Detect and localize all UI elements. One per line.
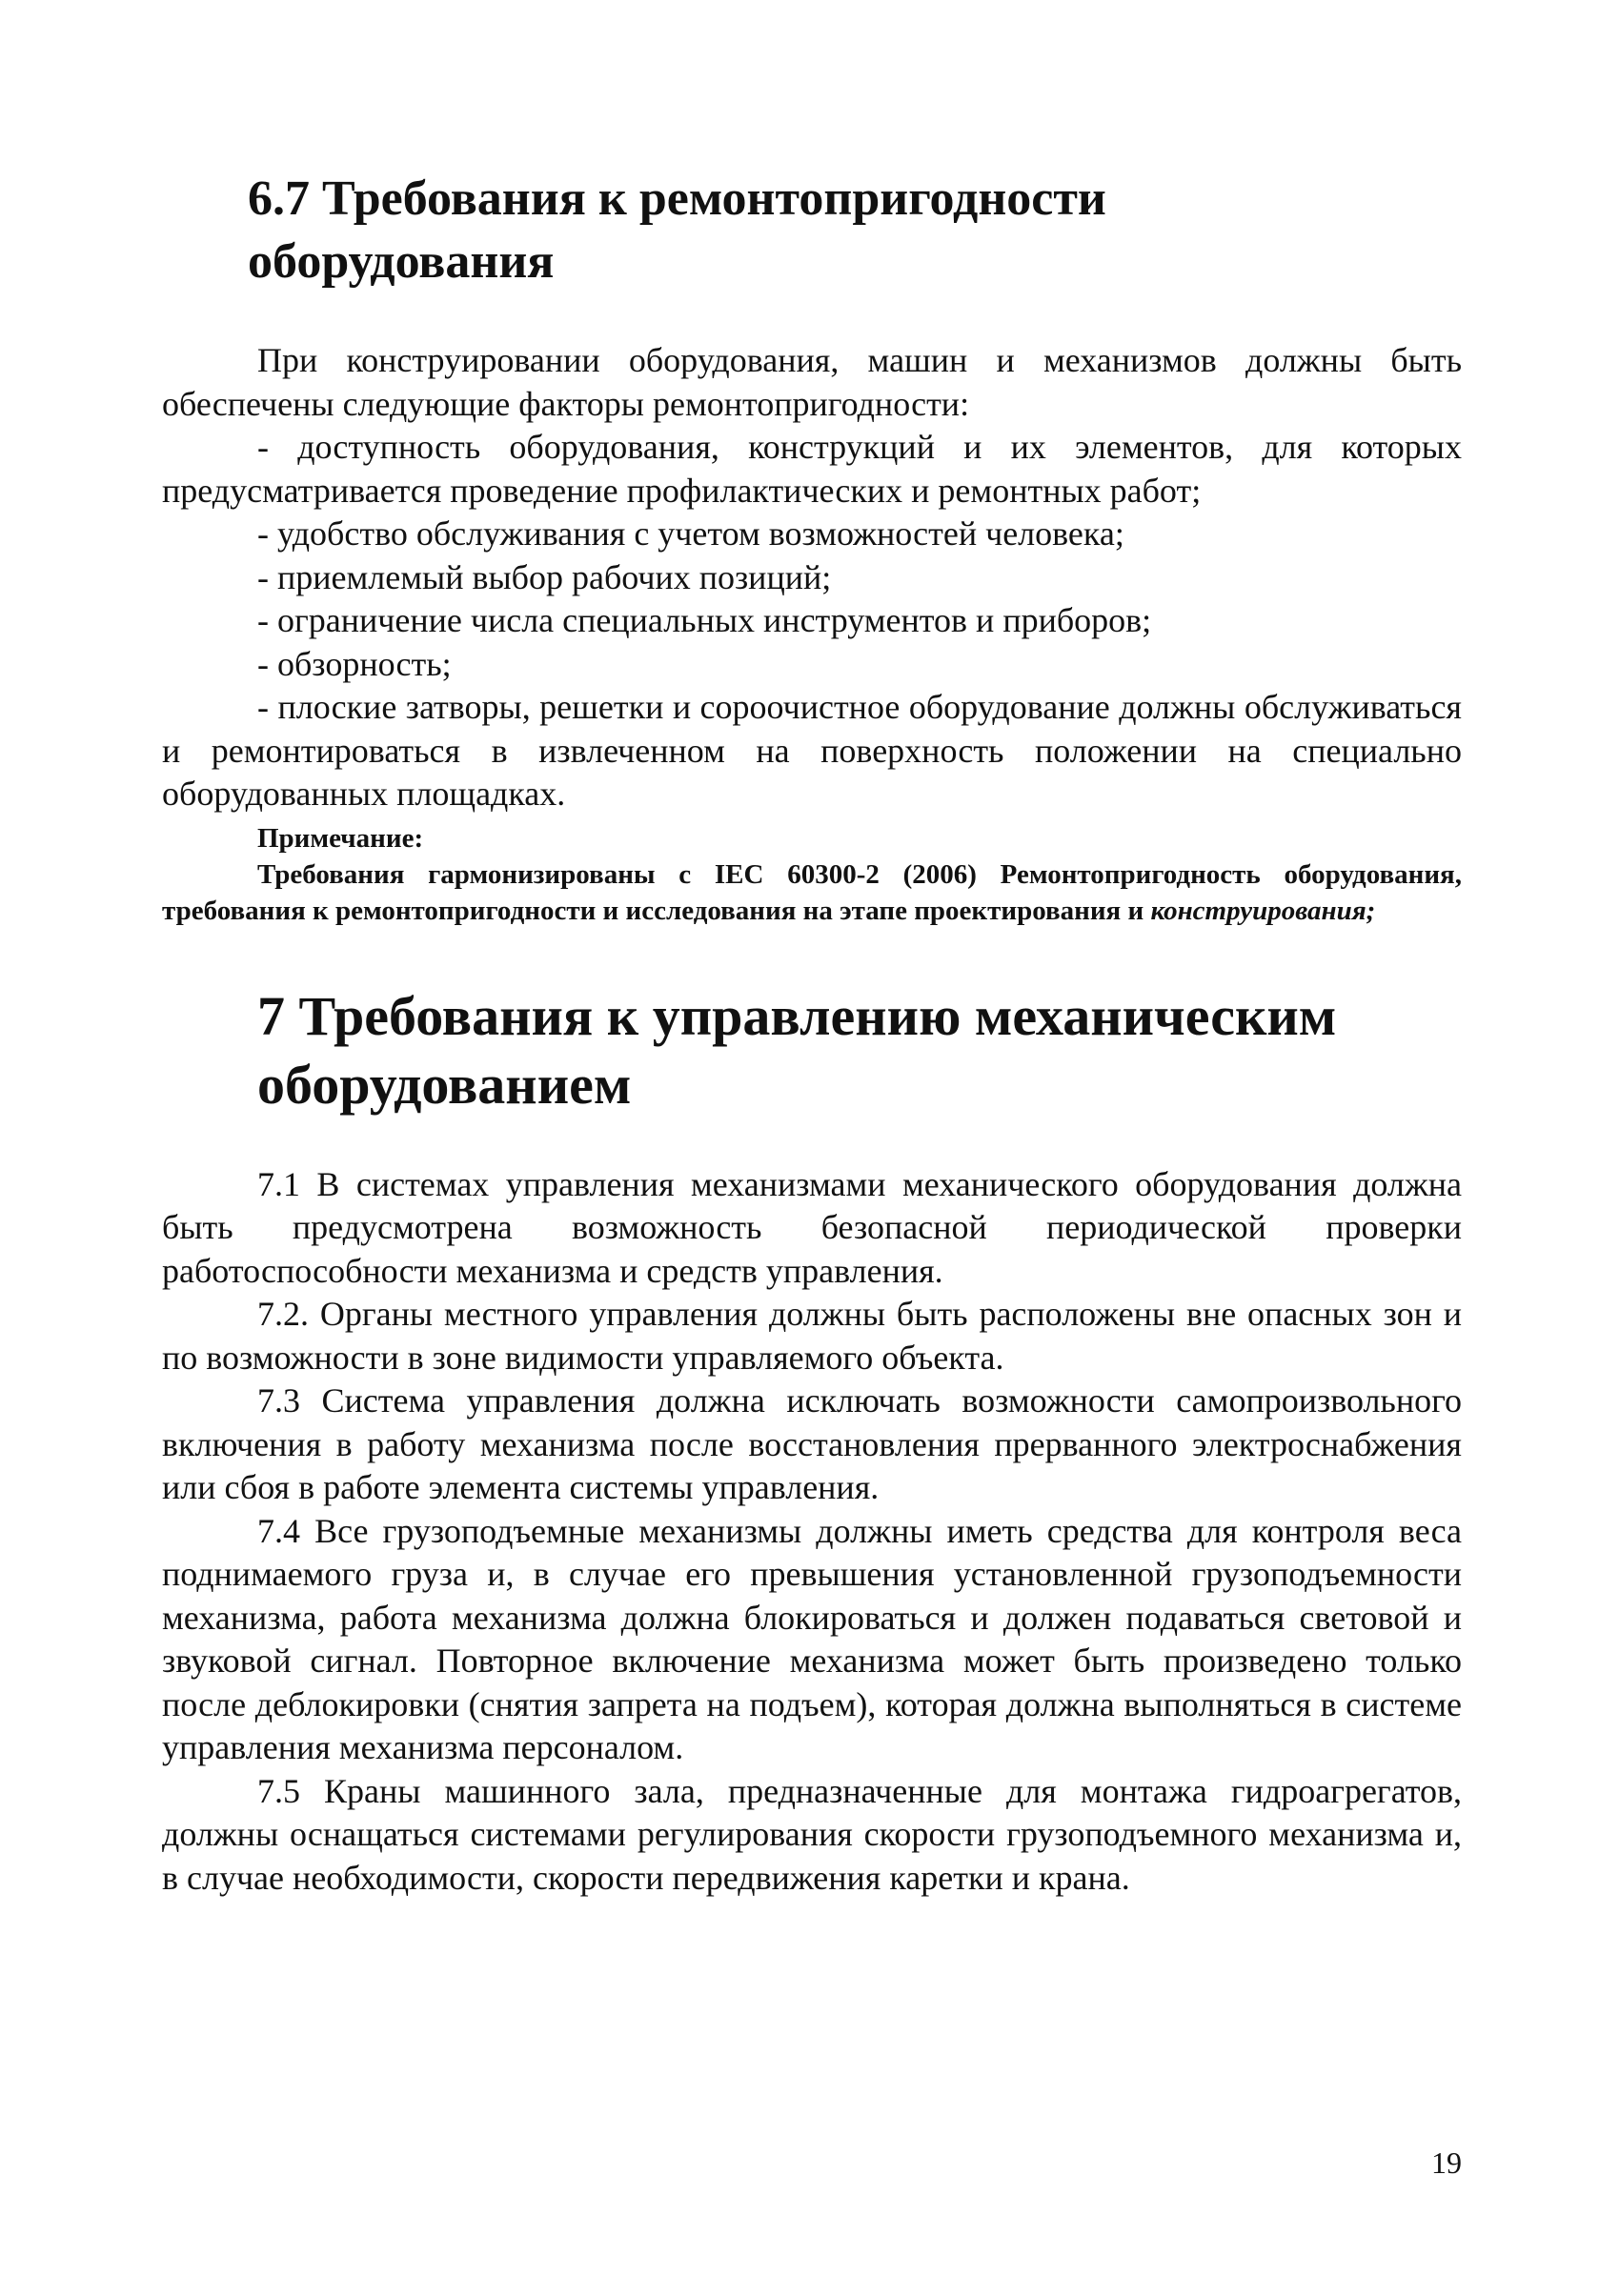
paragraph-7-3: 7.3 Система управления должна исключать возможности самопроизвольного включения в работу механизма после восстановления прерванного электроснабжения или сбоя в работе элемента системы управления. — [162, 1381, 1462, 1506]
list-item: - ограничение числа специальных инструментов и приборов; — [257, 601, 1152, 639]
list-item: - доступность оборудования, конструкций и их элементов, для которых предусматривается проведение профилактических и ремонтных работ; — [162, 428, 1462, 510]
list-item: - приемлемый выбор рабочих позиций; — [257, 557, 832, 596]
note-text-italic: конструирования; — [1150, 895, 1376, 926]
page-content — [162, 168, 1462, 1900]
note-text-main: Требования гармонизированы с IEC 60300-2 (2006) Ремонтопригодность оборудования, требования к ремонтопригодности и исследования на этапе проектирования и — [162, 858, 1462, 926]
paragraph-7-1: 7.1 В системах управления механизмами механического оборудования должна быть предусмотрена возможность безопасной периодической проверки работоспособности механизма и средств управления. — [162, 1164, 1462, 1290]
section-6-7-intro: При конструировании оборудования, машин и механизмов должны быть обеспечены следующие факторы ремонтопригодности: — [162, 341, 1462, 423]
list-item: - удобство обслуживания с учетом возможностей человека; — [257, 514, 1124, 553]
note-label: Примечание: — [257, 822, 424, 854]
paragraph-7-4: 7.4 Все грузоподъемные механизмы должны иметь средства для контроля веса поднимаемого груза и, в случае его превышения установленной грузоподъемности механизма, работа механизма должна блокироваться и должен подаваться световой и звуковой сигнал. Повторное включение механизма может быть произведено только после деблокировки (снятия запрета на подъем), которая должна выполняться в системе управления механизма персоналом. — [162, 1511, 1462, 1766]
list-item: - плоские затворы, решетки и сороочистное оборудование должны обслуживаться и ремонтироваться в извлеченном на поверхность положении на специально оборудованных площадках. — [162, 688, 1462, 813]
note-text — [162, 856, 1462, 929]
paragraph-7-5: 7.5 Краны машинного зала, предназначенные для монтажа гидроагрегатов, должны оснащаться системами регулирования скорости грузоподъемного механизма и, в случае необходимости, скорости передвижения каретки и крана. — [162, 1771, 1462, 1897]
page-number: 19 — [1431, 2145, 1462, 2180]
section-7-heading: 7 Требования к управлению механическим оборудованием — [257, 984, 1337, 1116]
list-item: - обзорность; — [257, 644, 452, 683]
section-6-7-heading: 6.7 Требования к ремонтопригодности оборудования — [248, 171, 1106, 289]
paragraph-7-2: 7.2. Органы местного управления должны быть расположены вне опасных зон и по возможности в зоне видимости управляемого объекта. — [162, 1295, 1462, 1377]
